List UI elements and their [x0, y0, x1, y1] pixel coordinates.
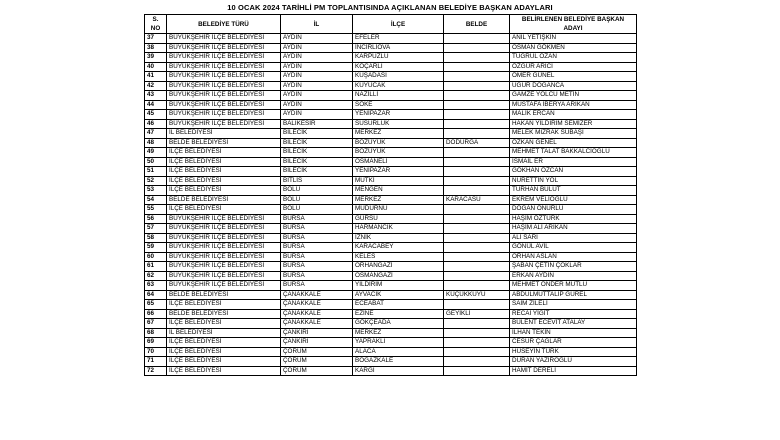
- cell-province: BOLU: [281, 195, 353, 205]
- cell-town: [444, 167, 510, 177]
- cell-town: [444, 81, 510, 91]
- header-type: BELEDİYE TÜRÜ: [167, 15, 281, 34]
- cell-province: BURSA: [281, 243, 353, 253]
- cell-town: [444, 214, 510, 224]
- cell-no: 56: [145, 214, 167, 224]
- cell-district: GÖKÇEADA: [353, 319, 444, 329]
- header-no-line1: S.: [152, 16, 159, 23]
- cell-municipality-type: BELDE BELEDİYESİ: [167, 309, 281, 319]
- cell-district: BOZÜYÜK: [353, 148, 444, 158]
- cell-town: [444, 72, 510, 82]
- cell-district: HARMANCIK: [353, 224, 444, 234]
- cell-candidate: ÖMER GÜNEL: [510, 72, 637, 82]
- cell-district: ECEABAT: [353, 300, 444, 310]
- table-row: [145, 309, 637, 319]
- cell-candidate: CESUR ÇAĞLAR: [510, 338, 637, 348]
- cell-no: 70: [145, 347, 167, 357]
- cell-municipality-type: BÜYÜKŞEHİR İLÇE BELEDİYESİ: [167, 243, 281, 253]
- cell-town: [444, 176, 510, 186]
- cell-no: 68: [145, 328, 167, 338]
- cell-province: AYDIN: [281, 81, 353, 91]
- cell-district: MENGEN: [353, 186, 444, 196]
- cell-candidate: ORHAN ASLAN: [510, 252, 637, 262]
- table-row: [145, 119, 637, 129]
- cell-province: BİLECİK: [281, 148, 353, 158]
- cell-district: AYVACIK: [353, 290, 444, 300]
- cell-town: [444, 53, 510, 63]
- cell-town: [444, 271, 510, 281]
- table-row: [145, 347, 637, 357]
- cell-municipality-type: BÜYÜKŞEHİR İLÇE BELEDİYESİ: [167, 110, 281, 120]
- cell-province: BOLU: [281, 205, 353, 215]
- cell-no: 65: [145, 300, 167, 310]
- cell-district: EZİNE: [353, 309, 444, 319]
- cell-district: BOZÜYÜK: [353, 138, 444, 148]
- cell-municipality-type: İLÇE BELEDİYESİ: [167, 319, 281, 329]
- table-row: [145, 281, 637, 291]
- cell-no: 71: [145, 357, 167, 367]
- cell-no: 51: [145, 167, 167, 177]
- cell-town: [444, 205, 510, 215]
- cell-district: GÜRSU: [353, 214, 444, 224]
- table-row: [145, 176, 637, 186]
- cell-municipality-type: İLÇE BELEDİYESİ: [167, 300, 281, 310]
- cell-candidate: GÖNÜL AVİL: [510, 243, 637, 253]
- cell-town: [444, 34, 510, 44]
- header-candidate-line2: ADAYI: [563, 25, 583, 32]
- header-district: İLÇE: [353, 15, 444, 34]
- cell-no: 55: [145, 205, 167, 215]
- cell-no: 40: [145, 62, 167, 72]
- cell-district: KUYUCAK: [353, 81, 444, 91]
- cell-town: [444, 233, 510, 243]
- cell-district: NAZİLLİ: [353, 91, 444, 101]
- cell-candidate: ALİ SARI: [510, 233, 637, 243]
- table-row: [145, 300, 637, 310]
- table-row: [145, 34, 637, 44]
- cell-candidate: UĞUR DOĞANCA: [510, 81, 637, 91]
- cell-municipality-type: BÜYÜKŞEHİR İLÇE BELEDİYESİ: [167, 262, 281, 272]
- cell-no: 38: [145, 43, 167, 53]
- cell-municipality-type: BELDE BELEDİYESİ: [167, 290, 281, 300]
- cell-municipality-type: BÜYÜKŞEHİR İLÇE BELEDİYESİ: [167, 252, 281, 262]
- cell-province: ÇANAKKALE: [281, 290, 353, 300]
- cell-province: ÇORUM: [281, 366, 353, 376]
- cell-municipality-type: BÜYÜKŞEHİR İLÇE BELEDİYESİ: [167, 214, 281, 224]
- table-row: [145, 271, 637, 281]
- cell-candidate: ŞABAN ÇETİN ÇOKLAR: [510, 262, 637, 272]
- cell-province: BİLECİK: [281, 138, 353, 148]
- cell-candidate: NURETTİN YOL: [510, 176, 637, 186]
- cell-candidate: ANIL YETİŞKİN: [510, 34, 637, 44]
- cell-town: [444, 281, 510, 291]
- cell-candidate: HAMİT DERELİ: [510, 366, 637, 376]
- cell-district: ALACA: [353, 347, 444, 357]
- cell-candidate: DOĞAN ONURLU: [510, 205, 637, 215]
- cell-candidate: ABDULMUTTALİP GÜREL: [510, 290, 637, 300]
- cell-province: BURSA: [281, 252, 353, 262]
- header-candidate-line1: BELİRLENEN BELEDİYE BAŞKAN: [521, 16, 625, 23]
- cell-municipality-type: BÜYÜKŞEHİR İLÇE BELEDİYESİ: [167, 224, 281, 234]
- table-row: [145, 148, 637, 158]
- cell-district: KOÇARLI: [353, 62, 444, 72]
- cell-province: AYDIN: [281, 100, 353, 110]
- cell-town: [444, 110, 510, 120]
- table-row: [145, 129, 637, 139]
- table-row: [145, 205, 637, 215]
- cell-province: AYDIN: [281, 72, 353, 82]
- document-title: 10 OCAK 2024 TARİHLİ PM TOPLANTISINDA AÇIKLANAN BELEDİYE BAŞKAN ADAYLARI: [227, 3, 553, 12]
- cell-candidate: MELEK MIZRAK SUBAŞI: [510, 129, 637, 139]
- cell-district: MERKEZ: [353, 195, 444, 205]
- table-body: [145, 34, 637, 376]
- cell-town: [444, 357, 510, 367]
- cell-town: [444, 62, 510, 72]
- cell-district: KELES: [353, 252, 444, 262]
- cell-town: [444, 129, 510, 139]
- table-row: [145, 138, 637, 148]
- cell-candidate: MALİK ERCAN: [510, 110, 637, 120]
- cell-no: 44: [145, 100, 167, 110]
- table-row: [145, 167, 637, 177]
- cell-municipality-type: İLÇE BELEDİYESİ: [167, 176, 281, 186]
- table-row: [145, 62, 637, 72]
- cell-district: SÖKE: [353, 100, 444, 110]
- cell-province: BALIKESİR: [281, 119, 353, 129]
- header-town: BELDE: [444, 15, 510, 34]
- cell-district: İZNİK: [353, 233, 444, 243]
- cell-province: AYDIN: [281, 91, 353, 101]
- cell-no: 50: [145, 157, 167, 167]
- cell-province: BURSA: [281, 271, 353, 281]
- cell-town: [444, 119, 510, 129]
- cell-district: SUSURLUK: [353, 119, 444, 129]
- cell-town: [444, 262, 510, 272]
- cell-municipality-type: İLÇE BELEDİYESİ: [167, 338, 281, 348]
- cell-town: KARACASU: [444, 195, 510, 205]
- cell-province: ÇANAKKALE: [281, 300, 353, 310]
- table-header: [145, 15, 637, 34]
- cell-municipality-type: BELDE BELEDİYESİ: [167, 195, 281, 205]
- cell-candidate: GAMZE YOLCU METİN: [510, 91, 637, 101]
- header-no: [145, 15, 167, 34]
- cell-province: ÇANAKKALE: [281, 319, 353, 329]
- cell-town: [444, 347, 510, 357]
- cell-province: ÇANKIRI: [281, 328, 353, 338]
- table-row: [145, 81, 637, 91]
- cell-candidate: İLHAN TEKİN: [510, 328, 637, 338]
- cell-province: BURSA: [281, 233, 353, 243]
- cell-no: 42: [145, 81, 167, 91]
- cell-no: 47: [145, 129, 167, 139]
- table-row: [145, 224, 637, 234]
- cell-province: ÇORUM: [281, 357, 353, 367]
- cell-candidate: MEHMET TALAT BAKKALCIOĞLU: [510, 148, 637, 158]
- cell-candidate: ÖZGÜR ARICI: [510, 62, 637, 72]
- candidates-table: [144, 14, 637, 376]
- cell-municipality-type: İLÇE BELEDİYESİ: [167, 366, 281, 376]
- cell-no: 64: [145, 290, 167, 300]
- cell-municipality-type: BÜYÜKŞEHİR İLÇE BELEDİYESİ: [167, 43, 281, 53]
- cell-candidate: MEHMET ÖNDER MUTLU: [510, 281, 637, 291]
- cell-no: 41: [145, 72, 167, 82]
- cell-candidate: DURAN YAZIROĞLU: [510, 357, 637, 367]
- cell-no: 52: [145, 176, 167, 186]
- cell-municipality-type: BÜYÜKŞEHİR İLÇE BELEDİYESİ: [167, 281, 281, 291]
- cell-no: 67: [145, 319, 167, 329]
- table-row: [145, 100, 637, 110]
- cell-district: YAPRAKLI: [353, 338, 444, 348]
- cell-candidate: RECAİ YİĞİT: [510, 309, 637, 319]
- cell-town: [444, 148, 510, 158]
- cell-district: OSMANGAZİ: [353, 271, 444, 281]
- cell-province: BİLECİK: [281, 129, 353, 139]
- cell-no: 72: [145, 366, 167, 376]
- cell-town: KÜÇÜKKUYU: [444, 290, 510, 300]
- cell-municipality-type: BÜYÜKŞEHİR İLÇE BELEDİYESİ: [167, 100, 281, 110]
- table-row: [145, 252, 637, 262]
- cell-province: AYDIN: [281, 34, 353, 44]
- table-row: [145, 214, 637, 224]
- cell-town: [444, 224, 510, 234]
- cell-municipality-type: BÜYÜKŞEHİR İLÇE BELEDİYESİ: [167, 34, 281, 44]
- table-row: [145, 290, 637, 300]
- cell-no: 54: [145, 195, 167, 205]
- cell-candidate: ERKAN AYDIN: [510, 271, 637, 281]
- cell-no: 37: [145, 34, 167, 44]
- cell-district: BOĞAZKALE: [353, 357, 444, 367]
- cell-candidate: İSMAİL ER: [510, 157, 637, 167]
- table-row: [145, 366, 637, 376]
- cell-no: 66: [145, 309, 167, 319]
- cell-town: [444, 252, 510, 262]
- cell-province: AYDIN: [281, 62, 353, 72]
- cell-province: ÇORUM: [281, 347, 353, 357]
- cell-municipality-type: İLÇE BELEDİYESİ: [167, 167, 281, 177]
- cell-district: MERKEZ: [353, 129, 444, 139]
- cell-province: BURSA: [281, 224, 353, 234]
- cell-candidate: OSMAN GÖKMEN: [510, 43, 637, 53]
- table-row: [145, 110, 637, 120]
- cell-province: ÇANKIRI: [281, 338, 353, 348]
- cell-municipality-type: İL BELEDİYESİ: [167, 328, 281, 338]
- cell-no: 62: [145, 271, 167, 281]
- table-row: [145, 243, 637, 253]
- cell-municipality-type: BELDE BELEDİYESİ: [167, 138, 281, 148]
- cell-municipality-type: BÜYÜKŞEHİR İLÇE BELEDİYESİ: [167, 81, 281, 91]
- cell-municipality-type: İLÇE BELEDİYESİ: [167, 205, 281, 215]
- cell-province: BURSA: [281, 262, 353, 272]
- cell-province: BİTLİS: [281, 176, 353, 186]
- cell-town: [444, 43, 510, 53]
- cell-district: OSMANELİ: [353, 157, 444, 167]
- table-row: [145, 262, 637, 272]
- cell-candidate: HÜSEYİN TÜRK: [510, 347, 637, 357]
- cell-town: DODURGA: [444, 138, 510, 148]
- cell-municipality-type: İLÇE BELEDİYESİ: [167, 148, 281, 158]
- cell-district: YENİPAZAR: [353, 167, 444, 177]
- cell-province: BURSA: [281, 214, 353, 224]
- table-row: [145, 319, 637, 329]
- cell-municipality-type: BÜYÜKŞEHİR İLÇE BELEDİYESİ: [167, 72, 281, 82]
- cell-no: 60: [145, 252, 167, 262]
- table-row: [145, 43, 637, 53]
- cell-town: [444, 366, 510, 376]
- cell-municipality-type: İLÇE BELEDİYESİ: [167, 157, 281, 167]
- cell-town: [444, 300, 510, 310]
- cell-no: 45: [145, 110, 167, 120]
- cell-municipality-type: İLÇE BELEDİYESİ: [167, 186, 281, 196]
- cell-no: 58: [145, 233, 167, 243]
- cell-district: EFELER: [353, 34, 444, 44]
- cell-town: [444, 186, 510, 196]
- cell-no: 61: [145, 262, 167, 272]
- cell-no: 53: [145, 186, 167, 196]
- cell-town: [444, 243, 510, 253]
- cell-town: [444, 338, 510, 348]
- cell-town: [444, 319, 510, 329]
- table-row: [145, 186, 637, 196]
- cell-municipality-type: BÜYÜKŞEHİR İLÇE BELEDİYESİ: [167, 233, 281, 243]
- cell-municipality-type: BÜYÜKŞEHİR İLÇE BELEDİYESİ: [167, 62, 281, 72]
- cell-no: 48: [145, 138, 167, 148]
- cell-no: 46: [145, 119, 167, 129]
- cell-no: 59: [145, 243, 167, 253]
- cell-candidate: GÖKHAN ÖZCAN: [510, 167, 637, 177]
- cell-town: [444, 91, 510, 101]
- cell-municipality-type: İLÇE BELEDİYESİ: [167, 357, 281, 367]
- cell-province: ÇANAKKALE: [281, 309, 353, 319]
- cell-province: BOLU: [281, 186, 353, 196]
- cell-no: 39: [145, 53, 167, 63]
- cell-candidate: SAİM ZİLELİ: [510, 300, 637, 310]
- cell-candidate: HAKAN YILDIRIM SEMİZER: [510, 119, 637, 129]
- table-row: [145, 195, 637, 205]
- cell-municipality-type: BÜYÜKŞEHİR İLÇE BELEDİYESİ: [167, 91, 281, 101]
- cell-province: BURSA: [281, 281, 353, 291]
- cell-district: KARPUZLU: [353, 53, 444, 63]
- cell-no: 57: [145, 224, 167, 234]
- cell-town: GEYİKLİ: [444, 309, 510, 319]
- cell-district: YILDIRIM: [353, 281, 444, 291]
- cell-province: AYDIN: [281, 43, 353, 53]
- cell-no: 49: [145, 148, 167, 158]
- cell-town: [444, 328, 510, 338]
- table-row: [145, 338, 637, 348]
- cell-candidate: ÖZKAN GENEL: [510, 138, 637, 148]
- cell-candidate: HAŞİM ÖZTÜRK: [510, 214, 637, 224]
- cell-municipality-type: İLÇE BELEDİYESİ: [167, 347, 281, 357]
- cell-district: KUŞADASI: [353, 72, 444, 82]
- table-row: [145, 91, 637, 101]
- header-candidate: [510, 15, 637, 34]
- cell-district: YENİPAZAR: [353, 110, 444, 120]
- table-row: [145, 53, 637, 63]
- cell-province: BİLECİK: [281, 157, 353, 167]
- cell-municipality-type: BÜYÜKŞEHİR İLÇE BELEDİYESİ: [167, 53, 281, 63]
- cell-town: [444, 157, 510, 167]
- cell-no: 43: [145, 91, 167, 101]
- cell-candidate: TUĞRUL OZAN: [510, 53, 637, 63]
- table-row: [145, 357, 637, 367]
- cell-district: KARGI: [353, 366, 444, 376]
- cell-municipality-type: BÜYÜKŞEHİR İLÇE BELEDİYESİ: [167, 271, 281, 281]
- cell-district: MUDURNU: [353, 205, 444, 215]
- cell-no: 63: [145, 281, 167, 291]
- cell-district: KARACABEY: [353, 243, 444, 253]
- cell-candidate: HAŞİM ALİ ARIKAN: [510, 224, 637, 234]
- cell-candidate: MUSTAFA İBERYA ARIKAN: [510, 100, 637, 110]
- cell-candidate: TURHAN BULUT: [510, 186, 637, 196]
- cell-province: AYDIN: [281, 53, 353, 63]
- cell-district: MERKEZ: [353, 328, 444, 338]
- cell-district: MUTKİ: [353, 176, 444, 186]
- cell-district: ORHANGAZİ: [353, 262, 444, 272]
- cell-no: 69: [145, 338, 167, 348]
- table-row: [145, 157, 637, 167]
- cell-province: BİLECİK: [281, 167, 353, 177]
- cell-municipality-type: BÜYÜKŞEHİR İLÇE BELEDİYESİ: [167, 119, 281, 129]
- cell-candidate: BÜLENT ECEVİT ATALAY: [510, 319, 637, 329]
- cell-district: İNCİRLİOVA: [353, 43, 444, 53]
- table-row: [145, 233, 637, 243]
- table-row: [145, 72, 637, 82]
- cell-municipality-type: İL BELEDİYESİ: [167, 129, 281, 139]
- header-no-line2: NO: [150, 25, 161, 32]
- cell-province: AYDIN: [281, 110, 353, 120]
- table-row: [145, 328, 637, 338]
- header-province: İL: [281, 15, 353, 34]
- cell-town: [444, 100, 510, 110]
- cell-candidate: EKREM VELİOĞLU: [510, 195, 637, 205]
